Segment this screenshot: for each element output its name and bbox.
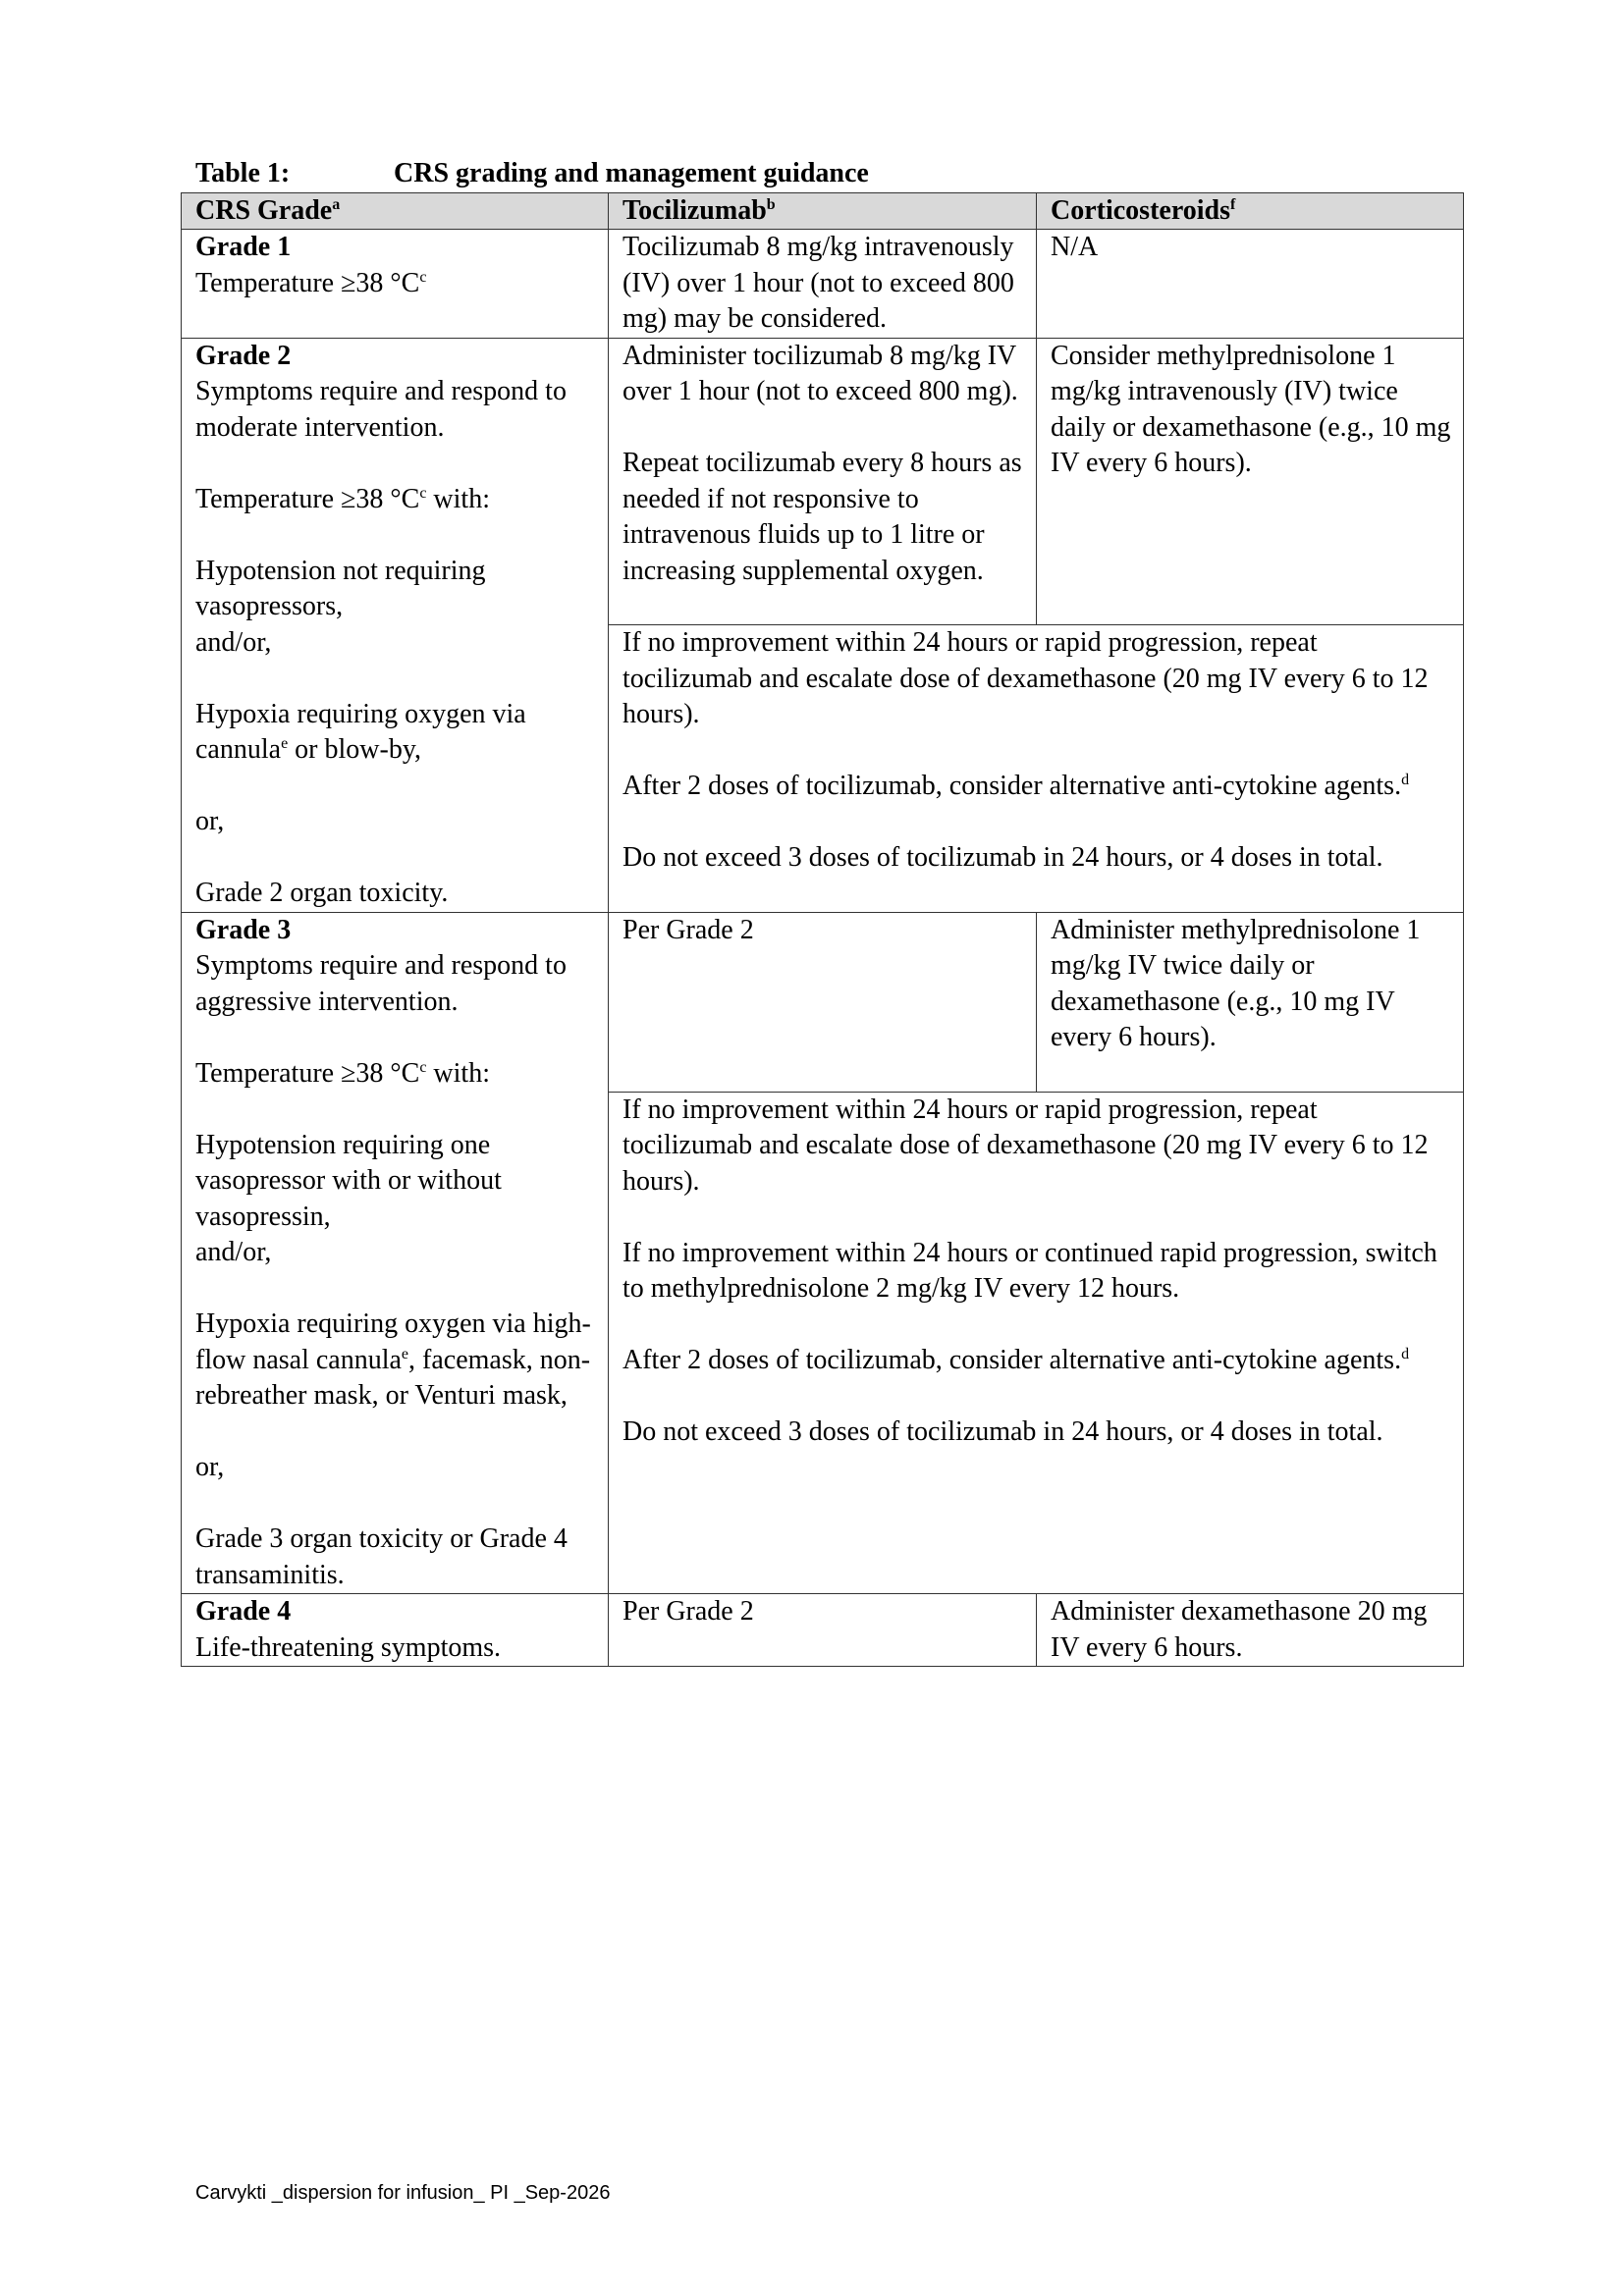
grade2-tocilizumab-administer: Administer tocilizumab 8 mg/kg IV over 1 hour (not to exceed 800 mg). <box>623 340 1018 406</box>
grade1-row <box>182 230 1464 339</box>
table-header-row <box>182 193 1464 230</box>
grade3-temperature: Temperature ≥38 $^\circ C^c$ with: <box>195 1057 490 1089</box>
grade4-criteria: Life-threatening symptoms. <box>195 1631 502 1663</box>
crs-grading-table <box>181 192 1464 1667</box>
grade2-criteria-cell <box>182 338 609 912</box>
grade4-row <box>182 1594 1464 1667</box>
grade1-corticosteroids-cell: N/A <box>1037 230 1464 339</box>
header-tocilizumab: Tocilizumab$^b$ <box>609 193 1037 230</box>
page-footer: Carvykti _dispersion for infusion_ PI _Sep-2026 <box>195 2182 611 2204</box>
grade2-escalation-repeat: If no improvement within 24 hours or rapid progression, repeat tocilizumab and escalate dose of dexamethasone (20 mg IV every 6 to 12 hours). <box>623 627 1429 729</box>
grade4-corticosteroids-cell: Administer dexamethasone 20 mg IV every 6 hours. <box>1037 1594 1464 1667</box>
grade3-andor: and/or, <box>195 1237 272 1267</box>
grade1-temperature: Temperature ≥38 $^\circ C^c$ <box>195 267 427 298</box>
grade2-escalation-cell <box>609 625 1464 913</box>
grade2-escalation-limit: Do not exceed 3 doses of tocilizumab in 24 hours, or 4 doses in total. <box>623 842 1383 873</box>
header-crs-grade-footnote: a <box>332 196 341 213</box>
grade3-escalation-repeat: If no improvement within 24 hours or rapid progression, repeat tocilizumab and escalate dose of dexamethasone (20 mg IV every 6 to 12 hours). <box>623 1094 1429 1197</box>
grade3-hypotension: Hypotension requiring one vasopressor with or without vasopressin, <box>195 1129 502 1232</box>
header-corticosteroids-footnote: f <box>1230 196 1236 213</box>
grade2-andor: and/or, <box>195 626 272 658</box>
grade2-hypotension: Hypotension not requiring vasopressors, <box>195 555 486 621</box>
grade1-tocilizumab-cell: Tocilizumab 8 mg/kg intravenously (IV) over 1 hour (not to exceed 800 mg) may be considered. <box>609 230 1037 339</box>
grade3-tocilizumab-cell: Per Grade 2 <box>609 912 1037 1092</box>
grade2-intro: Symptoms require and respond to moderate intervention. <box>195 376 567 443</box>
header-corticosteroids: Corticosteroids$^f$ <box>1037 193 1464 230</box>
grade2-tocilizumab-cell <box>609 338 1037 625</box>
grade3-escalation-anticytokine: After 2 doses of tocilizumab, consider alternative anti-cytokine agents.$^d$ <box>623 1345 1410 1375</box>
grade3-escalation-switch: If no improvement within 24 hours or continued rapid progression, switch to methylprednisolone 2 mg/kg IV every 12 hours. <box>623 1237 1437 1304</box>
grade1-title: Grade 1 <box>195 232 292 262</box>
table-caption <box>195 157 869 190</box>
grade2-or: or, <box>195 806 225 836</box>
grade3-row-top <box>182 912 1464 1092</box>
grade3-escalation-cell <box>609 1092 1464 1594</box>
grade3-intro: Symptoms require and respond to aggressive intervention. <box>195 950 567 1017</box>
grade2-row-top <box>182 338 1464 625</box>
grade2-tocilizumab-repeat: Repeat tocilizumab every 8 hours as needed if not responsive to intravenous fluids up to 1 litre or increasing supplemental oxygen. <box>623 448 1022 586</box>
grade2-corticosteroids-cell: Consider methylprednisolone 1 mg/kg intravenously (IV) twice daily or dexamethasone (e.g., 10 mg IV every 6 hours). <box>1037 338 1464 625</box>
grade2-organ-toxicity: Grade 2 organ toxicity. <box>195 878 449 908</box>
header-tocilizumab-footnote: b <box>766 196 776 213</box>
grade3-hypoxia: Hypoxia requiring oxygen via high-flow nasal cannula$^e$, facemask, non-rebreather mask, or Venturi mask, <box>195 1308 591 1411</box>
grade2-title: Grade 2 <box>195 340 292 371</box>
grade2-temperature: Temperature ≥38 $^\circ C^c$ with: <box>195 483 490 514</box>
grade3-or: or, <box>195 1452 225 1482</box>
grade3-escalation-limit: Do not exceed 3 doses of tocilizumab in 24 hours, or 4 doses in total. <box>623 1416 1383 1447</box>
grade3-criteria-cell <box>182 912 609 1594</box>
grade3-title: Grade 3 <box>195 914 292 945</box>
grade3-corticosteroids-cell: Administer methylprednisolone 1 mg/kg IV twice daily or dexamethasone (e.g., 10 mg IV every 6 hours). <box>1037 912 1464 1092</box>
grade4-title: Grade 4 <box>195 1596 292 1627</box>
table-caption-title: CRS grading and management guidance <box>394 158 869 188</box>
grade1-criteria-cell <box>182 230 609 339</box>
grade4-criteria-cell <box>182 1594 609 1667</box>
grade3-organ-toxicity: Grade 3 organ toxicity or Grade 4 transaminitis. <box>195 1523 568 1590</box>
header-crs-grade: CRS Grade$^a$ <box>182 193 609 230</box>
grade4-tocilizumab-cell: Per Grade 2 <box>609 1594 1037 1667</box>
grade2-hypoxia: Hypoxia requiring oxygen via cannula$^e$ or blow-by, <box>195 698 526 765</box>
grade2-escalation-anticytokine: After 2 doses of tocilizumab, consider alternative anti-cytokine agents.$^d$ <box>623 771 1410 801</box>
table-caption-label: Table 1: <box>195 158 291 188</box>
